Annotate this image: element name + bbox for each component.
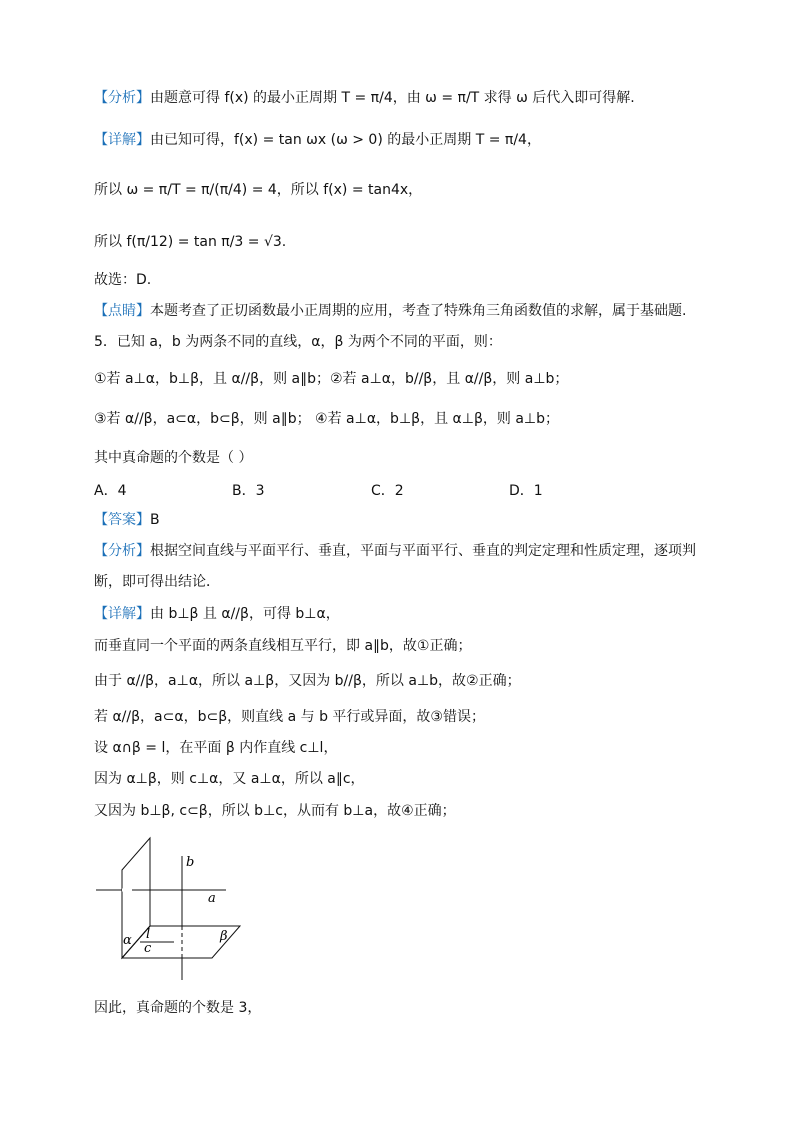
analysis2-line-1 (94, 541, 696, 561)
label-c: c (144, 941, 152, 956)
label-beta: β (220, 929, 228, 944)
detail2-tag: 【详解】 (94, 606, 150, 622)
answer-tag: 【答案】 (94, 512, 150, 528)
comment-tag: 【点睛】 (94, 303, 150, 319)
detail-line-3: 所以 f(π/12) = tan π/3 = √3. (94, 234, 287, 250)
option-b: B．3 (232, 483, 265, 499)
detail2-line-3: 由于 α//β，a⊥α，所以 a⊥β，又因为 b//β，所以 a⊥b，故②正确； (94, 673, 521, 689)
analysis-line-1 (94, 88, 635, 108)
label-a: a (208, 891, 216, 906)
conclusion-line: 因此，真命题的个数是 3， (94, 1000, 262, 1016)
answer-text: B (150, 512, 160, 528)
label-alpha: α (123, 933, 132, 948)
option-d: D．1 (509, 483, 543, 499)
detail-line-2: 所以 ω = π/T = π/(π/4) = 4，所以 f(x) = tan4x， (94, 182, 423, 198)
comment-line (94, 301, 686, 321)
detail2-line-6: 因为 α⊥β，则 c⊥α，又 a⊥α，所以 a∥c， (94, 771, 365, 787)
detail2-line-7: 又因为 b⊥β, c⊂β，所以 b⊥c，从而有 b⊥a，故④正确； (94, 803, 456, 819)
analysis2-line-2: 断，即可得出结论． (94, 574, 220, 590)
question-statements-2: ③若 α//β，a⊂α，b⊂β，则 a∥b； ④若 a⊥α，b⊥β，且 α⊥β，则 a⊥b； (94, 411, 559, 427)
detail-tag: 【详解】 (94, 132, 150, 148)
question-statements-1: ①若 a⊥α，b⊥β，且 α//β，则 a∥b；②若 a⊥α，b//β，且 α//β，则 a⊥b； (94, 371, 569, 387)
question-prompt: 其中真命题的个数是（ ） (94, 450, 253, 466)
label-l: l (146, 927, 151, 942)
detail2-text: 由 b⊥β 且 α//β，可得 b⊥α， (150, 606, 340, 622)
option-a: A．4 (94, 483, 127, 499)
detail2-line-2: 而垂直同一个平面的两条直线相互平行，即 a∥b，故①正确； (94, 638, 472, 654)
detail-text: 由已知可得，f(x) = tan ωx (ω > 0) 的最小正周期 T = π/4， (150, 132, 541, 148)
detail-line-1 (94, 130, 541, 150)
analysis2-text: 根据空间直线与平面平行、垂直，平面与平面平行、垂直的判定定理和性质定理，逐项判 (150, 543, 696, 559)
detail2-line-4: 若 α//β，a⊂α，b⊂β，则直线 a 与 b 平行或异面，故③错误； (94, 709, 485, 725)
choice-line: 故选：D. (94, 272, 152, 288)
analysis-text: 由题意可得 f(x) 的最小正周期 T = π/4，由 ω = π/T 求得 ω 后代入即可得解. (150, 90, 635, 106)
answer-line (94, 510, 160, 530)
question-stem: 5．已知 a，b 为两条不同的直线，α，β 为两个不同的平面，则： (94, 334, 502, 350)
comment-text: 本题考查了正切函数最小正周期的应用，考查了特殊角三角函数值的求解，属于基础题. (150, 303, 687, 319)
analysis2-tag: 【分析】 (94, 543, 150, 559)
label-b: b (186, 855, 195, 870)
detail2-line-5: 设 α∩β = l，在平面 β 内作直线 c⊥l， (94, 740, 338, 756)
analysis-tag: 【分析】 (94, 90, 150, 106)
option-c: C．2 (371, 483, 404, 499)
plane-figure (90, 830, 260, 990)
detail2-line-1 (94, 604, 340, 624)
